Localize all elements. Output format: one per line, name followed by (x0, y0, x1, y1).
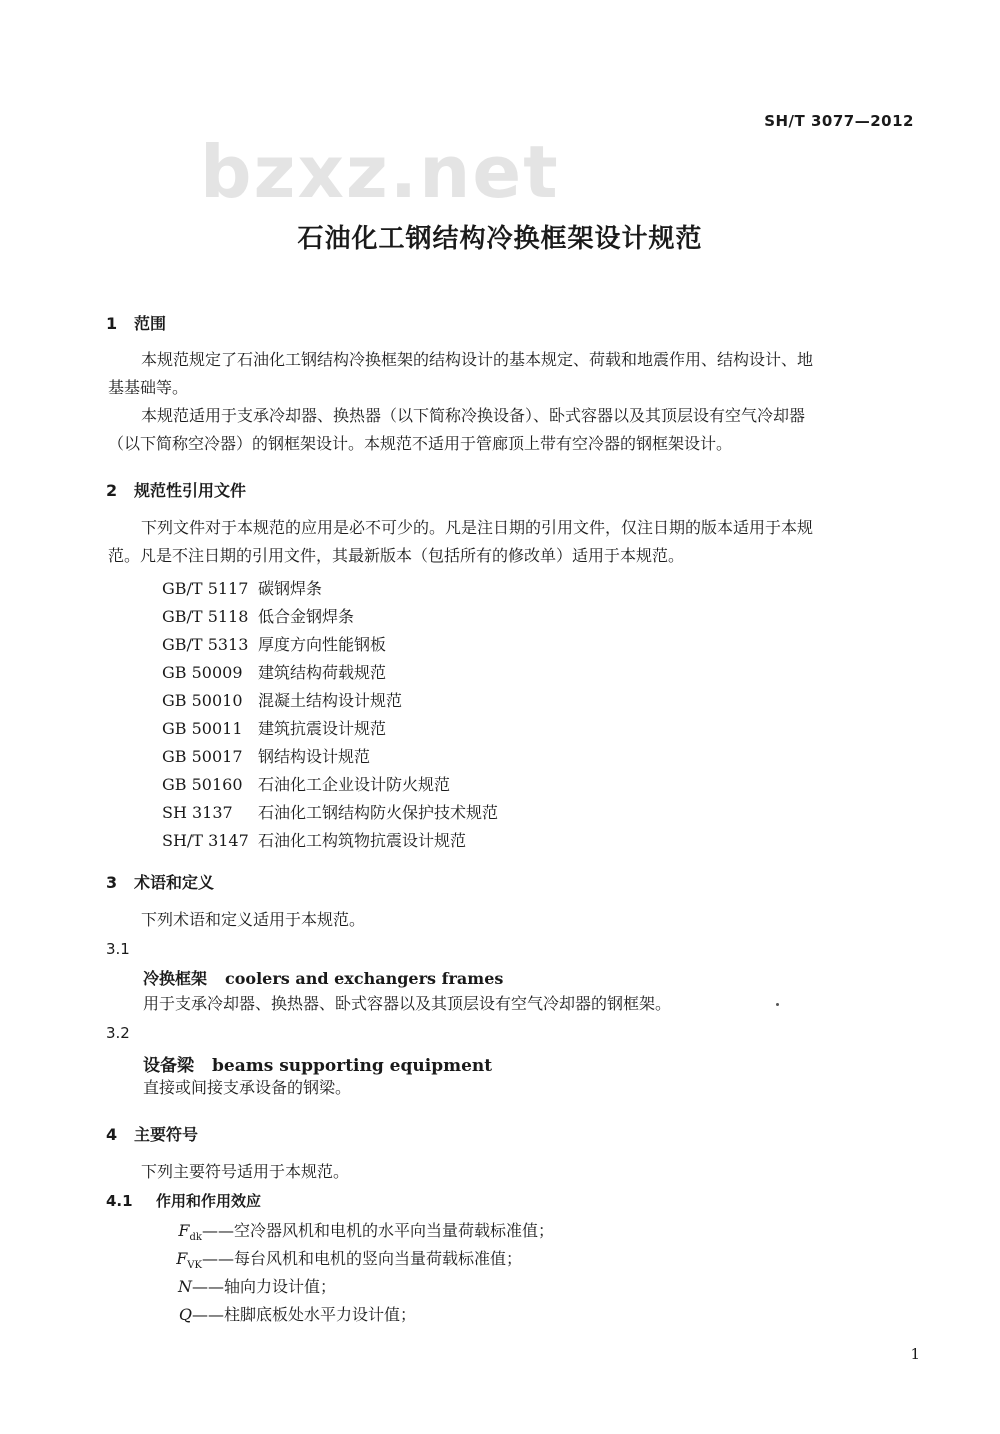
reference-code: GB/T 5313 (162, 635, 249, 654)
reference-name: 石油化工钢结构防火保护技术规范 (258, 803, 499, 822)
reference-name: 碳钢焊条 (258, 579, 323, 598)
term-chinese: 设备梁 (143, 1056, 194, 1076)
reference-code: GB 50010 (162, 691, 243, 710)
reference-item (162, 660, 386, 683)
term-entry (143, 1051, 492, 1076)
paragraph-line: 范。凡是不注日期的引用文件，其最新版本（包括所有的修改单）适用于本规范。 (108, 546, 685, 565)
watermark: bzxz.net (200, 130, 560, 214)
reference-code: SH 3137 (162, 803, 233, 822)
subsection-number: 4.1 (106, 1192, 133, 1210)
reference-name: 石油化工企业设计防火规范 (258, 775, 451, 794)
reference-item (162, 688, 402, 711)
reference-item (162, 576, 322, 599)
section-number: 4 (106, 1125, 118, 1144)
symbol-description: ——每台风机和电机的竖向当量荷载标准值； (202, 1249, 523, 1268)
paragraph-line: 本规范适用于支承冷却器、换热器（以下简称冷换设备）、卧式容器以及其顶层设有空气冷却器 (141, 406, 806, 425)
symbol: $F_{dk}$ (178, 1221, 202, 1244)
paragraph-line: 基基础等。 (108, 378, 189, 397)
standard-code: SH/T 3077—2012 (764, 112, 914, 130)
symbol-entry (160, 1218, 554, 1243)
symbol: N (178, 1277, 192, 1296)
symbol-description: ——空冷器风机和电机的水平向当量荷载标准值； (202, 1221, 555, 1240)
symbol: Q (178, 1305, 192, 1324)
reference-code: GB 50160 (162, 775, 243, 794)
subsection-heading (106, 1190, 261, 1211)
reference-name: 建筑结构荷载规范 (258, 663, 387, 682)
reference-item (162, 716, 386, 739)
reference-name: 钢结构设计规范 (258, 747, 371, 766)
subsection-title: 作用和作用效应 (156, 1192, 262, 1210)
reference-item (162, 604, 354, 627)
reference-code: SH/T 3147 (162, 831, 249, 850)
reference-name: 低合金钢焊条 (258, 607, 355, 626)
reference-item (162, 800, 498, 823)
page-number: 1 (910, 1345, 920, 1363)
symbol-description: ——轴向力设计值； (192, 1277, 337, 1296)
reference-code: GB 50017 (162, 747, 243, 766)
reference-code: GB/T 5118 (162, 607, 249, 626)
reference-name: 建筑抗震设计规范 (258, 719, 387, 738)
section-number: 3 (106, 873, 118, 892)
symbol-entry (160, 1274, 336, 1297)
term-chinese: 冷换框架 (143, 969, 208, 988)
symbol-entry (160, 1246, 522, 1271)
paragraph-line: 本规范规定了石油化工钢结构冷换框架的结构设计的基本规定、荷载和地震作用、结构设计、地 (141, 350, 814, 369)
term-entry (143, 966, 503, 989)
reference-code: GB/T 5117 (162, 579, 249, 598)
reference-item (162, 828, 466, 851)
reference-item (162, 632, 386, 655)
term-number: 3.1 (106, 940, 130, 958)
symbol-entry (160, 1302, 416, 1325)
reference-name: 混凝土结构设计规范 (258, 691, 403, 710)
reference-name: 石油化工构筑物抗震设计规范 (258, 831, 467, 850)
paragraph-line: 下列主要符号适用于本规范。 (141, 1162, 350, 1181)
term-english: coolers and exchangers frames (225, 969, 504, 988)
reference-item (162, 744, 370, 767)
section-4-heading (106, 1122, 198, 1145)
reference-code: GB 50011 (162, 719, 243, 738)
reference-name: 厚度方向性能钢板 (258, 635, 387, 654)
reference-item (162, 772, 450, 795)
section-3-heading (106, 870, 214, 893)
page-title: 石油化工钢结构冷换框架设计规范 (297, 224, 703, 254)
section-title: 范围 (134, 314, 167, 333)
paragraph-line: 下列文件对于本规范的应用是必不可少的。凡是注日期的引用文件，仅注日期的版本适用于本规 (141, 518, 814, 537)
term-definition: 直接或间接支承设备的钢梁。 (143, 1078, 352, 1097)
section-number: 2 (106, 481, 118, 500)
symbol-description: ——柱脚底板处水平力设计值； (192, 1305, 417, 1324)
section-number: 1 (106, 314, 118, 333)
section-2-heading (106, 478, 246, 501)
reference-code: GB 50009 (162, 663, 243, 682)
speck (776, 1003, 779, 1006)
section-1-heading (106, 311, 166, 334)
term-english: beams supporting equipment (212, 1056, 493, 1076)
term-definition: 用于支承冷却器、换热器、卧式容器以及其顶层设有空气冷却器的钢框架。 (143, 994, 672, 1013)
paragraph-line: （以下简称空冷器）的钢框架设计。本规范不适用于管廊顶上带有空冷器的钢框架设计。 (108, 434, 733, 453)
section-title: 术语和定义 (134, 873, 215, 892)
section-title: 主要符号 (134, 1125, 199, 1144)
term-number: 3.2 (106, 1024, 130, 1042)
symbol: $F_{VK}$ (176, 1249, 202, 1272)
section-title: 规范性引用文件 (134, 481, 247, 500)
paragraph-line: 下列术语和定义适用于本规范。 (141, 910, 366, 929)
